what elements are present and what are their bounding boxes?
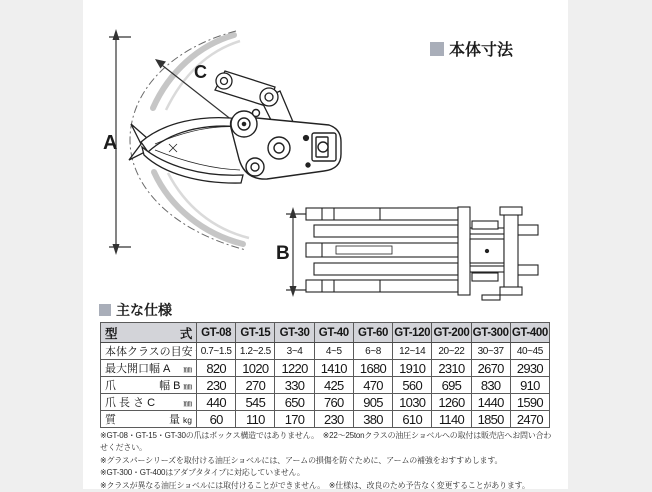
column-header-gt-15: GT-15	[236, 323, 275, 343]
specs-section-title	[99, 300, 172, 320]
spec-value-cell: 60	[197, 411, 236, 428]
spec-value-cell: 2310	[432, 360, 471, 377]
row-label-text: 質	[105, 414, 116, 426]
spec-value-cell: 6~8	[353, 343, 392, 360]
column-header-gt-60: GT-60	[353, 323, 392, 343]
row-label-text: 幅 B	[159, 380, 181, 392]
header-label-right: 式	[179, 326, 192, 341]
spec-value-cell: 230	[314, 411, 353, 428]
spec-value-cell: 560	[393, 377, 432, 394]
spec-value-cell: 1220	[275, 360, 314, 377]
spec-value-cell: 610	[393, 411, 432, 428]
spec-value-cell: 1440	[471, 394, 510, 411]
spec-value-cell: 1140	[432, 411, 471, 428]
dimensions-title-text: 本体寸法	[449, 42, 514, 59]
section-square-icon	[430, 42, 444, 56]
column-header-gt-08: GT-08	[197, 323, 236, 343]
column-header-gt-200: GT-200	[432, 323, 471, 343]
footnote-line: ※グラスパーシリーズを取付ける油圧ショベルには、アームの損傷を防ぐために、アームの補強をおすすめします。	[100, 455, 503, 465]
dim-b-arrow-bottom	[290, 286, 297, 297]
row-label	[101, 377, 197, 394]
model-header-cell	[101, 323, 197, 343]
spec-value-cell: 910	[510, 377, 549, 394]
column-header-gt-120: GT-120	[393, 323, 432, 343]
spec-value-cell: 830	[471, 377, 510, 394]
spec-table-row	[101, 343, 550, 360]
tines-top-view	[306, 207, 538, 300]
top-view-diagram	[276, 205, 548, 301]
spec-value-cell: 30~37	[471, 343, 510, 360]
dim-a-arrow-top	[113, 29, 120, 40]
footnotes	[100, 430, 555, 492]
spec-value-cell: 425	[314, 377, 353, 394]
header-label-left: 型	[105, 326, 118, 341]
row-unit: ㎜	[183, 364, 192, 374]
spec-value-cell: 440	[197, 394, 236, 411]
spec-value-cell: 40~45	[510, 343, 549, 360]
row-unit: ㎜	[183, 381, 192, 391]
content-area	[83, 0, 568, 489]
footnote-line: ※GT-300・GT-400はアダプタタイプに対応していません。	[100, 468, 305, 478]
spec-value-cell: 2670	[471, 360, 510, 377]
footnote-line: ※クラスが異なる油圧ショベルには取付けることができません。 ※仕様は、改良のため予告なく変更することがあります。	[100, 480, 530, 490]
spec-value-cell: 1030	[393, 394, 432, 411]
spec-value-cell: 1910	[393, 360, 432, 377]
row-label-text: 爪 長 さ C	[105, 397, 156, 409]
spec-value-cell: 1.2~2.5	[236, 343, 275, 360]
spec-value-cell: 545	[236, 394, 275, 411]
dimensions-section-title	[430, 37, 513, 60]
spec-value-cell: 270	[236, 377, 275, 394]
spec-value-cell: 3~4	[275, 343, 314, 360]
spec-table-row	[101, 377, 550, 394]
specs-title-text: 主な仕様	[116, 302, 172, 318]
spec-value-cell: 4~5	[314, 343, 353, 360]
column-header-gt-400: GT-400	[510, 323, 549, 343]
spec-value-cell: 1680	[353, 360, 392, 377]
dim-a-label: A	[103, 132, 118, 154]
dim-a-arrow-bottom	[113, 244, 120, 255]
spec-value-cell: 230	[197, 377, 236, 394]
row-label-text: 最大開口幅 A	[105, 363, 171, 375]
row-label	[101, 411, 197, 428]
spec-table-row	[101, 394, 550, 411]
spec-table-header-row	[101, 323, 550, 343]
grapple-claws	[129, 118, 243, 183]
spec-value-cell: 170	[275, 411, 314, 428]
spec-value-cell: 1410	[314, 360, 353, 377]
row-label	[101, 394, 197, 411]
spec-value-cell: 20~22	[432, 343, 471, 360]
spec-value-cell: 905	[353, 394, 392, 411]
spec-value-cell: 330	[275, 377, 314, 394]
column-header-gt-30: GT-30	[275, 323, 314, 343]
section-square-icon	[99, 304, 111, 316]
spec-value-cell: 380	[353, 411, 392, 428]
row-label-text: 量	[169, 414, 181, 426]
spec-value-cell: 695	[432, 377, 471, 394]
spec-value-cell: 760	[314, 394, 353, 411]
dim-b-arrow-top	[290, 207, 297, 218]
spec-value-cell: 650	[275, 394, 314, 411]
column-header-gt-40: GT-40	[314, 323, 353, 343]
spec-value-cell: 1850	[471, 411, 510, 428]
dim-b-label: B	[276, 243, 290, 264]
spec-value-cell: 2930	[510, 360, 549, 377]
spec-table-row	[101, 411, 550, 428]
dim-c-label: C	[194, 62, 207, 82]
spec-value-cell: 0.7~1.5	[197, 343, 236, 360]
row-unit: ㎜	[183, 398, 192, 408]
row-unit: kg	[183, 415, 192, 425]
column-header-gt-300: GT-300	[471, 323, 510, 343]
footnote-line: ※GT-08・GT-15・GT-30の爪はボックス構造ではありません。 ※22～25tonクラスの油圧ショベルへの取付は販売店へお問い合わせください。	[100, 431, 552, 453]
spec-value-cell: 12~14	[393, 343, 432, 360]
row-label-text: 本体クラスの目安	[105, 346, 193, 358]
spec-value-cell: 1020	[236, 360, 275, 377]
spec-value-cell: 1260	[432, 394, 471, 411]
row-label	[101, 360, 197, 377]
spec-value-cell: 820	[197, 360, 236, 377]
spec-value-cell: 2470	[510, 411, 549, 428]
row-label-text: 爪	[105, 380, 116, 392]
spec-table	[100, 322, 550, 428]
row-label	[101, 343, 197, 360]
spec-value-cell: 110	[236, 411, 275, 428]
spec-value-cell: 1590	[510, 394, 549, 411]
spec-table-row	[101, 360, 550, 377]
spec-value-cell: 470	[353, 377, 392, 394]
